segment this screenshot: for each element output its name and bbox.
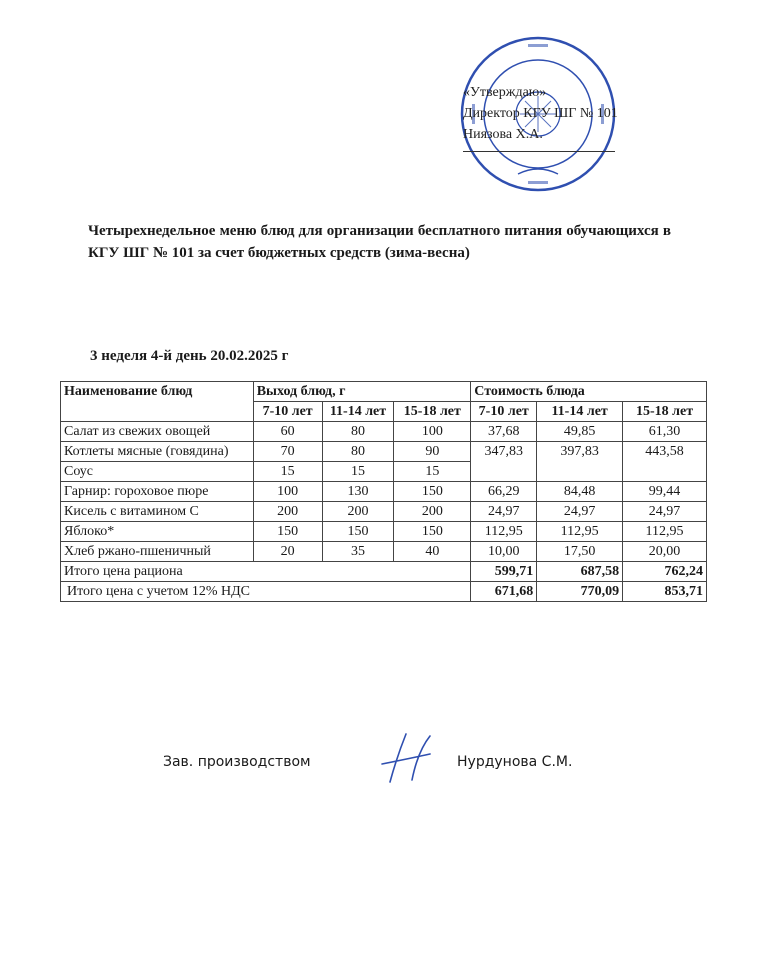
output-11-14: 80 [322, 422, 394, 442]
output-15-18: 40 [394, 542, 471, 562]
dish-name: Хлеб ржано-пшеничный [61, 542, 254, 562]
vat-total-11-14: 770,09 [537, 582, 623, 602]
header-cost-age-15-18: 15-18 лет [623, 402, 707, 422]
header-cost-age-11-14: 11-14 лет [537, 402, 623, 422]
header-age-15-18: 15-18 лет [394, 402, 471, 422]
output-7-10: 150 [253, 522, 322, 542]
approval-caption: «Утверждаю» [463, 85, 547, 100]
vat-total-label: Итого цена с учетом 12% НДС [61, 582, 471, 602]
cost-15-18: 443,58 [623, 442, 707, 482]
output-7-10: 100 [253, 482, 322, 502]
cost-7-10: 37,68 [471, 422, 537, 442]
footer-position: Зав. производством [163, 754, 311, 770]
cost-7-10: 24,97 [471, 502, 537, 522]
output-11-14: 80 [322, 442, 394, 462]
header-cost: Стоимость блюда [471, 382, 707, 402]
cost-15-18: 112,95 [623, 522, 707, 542]
cost-7-10: 347,83 [471, 442, 537, 482]
dish-name: Яблоко* [61, 522, 254, 542]
approval-signature-line [463, 151, 615, 152]
menu-day-subtitle: 3 неделя 4-й день 20.02.2025 г [90, 348, 289, 364]
menu-table [60, 381, 707, 602]
dish-name: Кисель с витамином С [61, 502, 254, 522]
cost-7-10: 10,00 [471, 542, 537, 562]
cost-11-14: 17,50 [537, 542, 623, 562]
cost-15-18: 61,30 [623, 422, 707, 442]
dish-name: Салат из свежих овощей [61, 422, 254, 442]
output-11-14: 150 [322, 522, 394, 542]
table-row [61, 542, 707, 562]
output-7-10: 70 [253, 442, 322, 462]
cost-15-18: 20,00 [623, 542, 707, 562]
cost-11-14: 84,48 [537, 482, 623, 502]
total-label: Итого цена рациона [61, 562, 471, 582]
cost-11-14: 112,95 [537, 522, 623, 542]
dish-name: Соус [61, 462, 254, 482]
table-row [61, 502, 707, 522]
output-7-10: 15 [253, 462, 322, 482]
cost-11-14: 49,85 [537, 422, 623, 442]
table-row [61, 522, 707, 542]
cost-15-18: 24,97 [623, 502, 707, 522]
dish-name: Гарнир: гороховое пюре [61, 482, 254, 502]
cost-11-14: 397,83 [537, 442, 623, 482]
header-cost-age-7-10: 7-10 лет [471, 402, 537, 422]
cost-15-18: 99,44 [623, 482, 707, 502]
cost-7-10: 66,29 [471, 482, 537, 502]
output-11-14: 35 [322, 542, 394, 562]
cost-11-14: 24,97 [537, 502, 623, 522]
vat-total-row [61, 582, 707, 602]
total-11-14: 687,58 [537, 562, 623, 582]
output-15-18: 150 [394, 522, 471, 542]
output-15-18: 200 [394, 502, 471, 522]
table-row [61, 442, 707, 462]
total-row [61, 562, 707, 582]
output-15-18: 90 [394, 442, 471, 462]
header-age-7-10: 7-10 лет [253, 402, 322, 422]
dish-name: Котлеты мясные (говядина) [61, 442, 254, 462]
header-age-11-14: 11-14 лет [322, 402, 394, 422]
table-row [61, 422, 707, 442]
total-15-18: 762,24 [623, 562, 707, 582]
vat-total-7-10: 671,68 [471, 582, 537, 602]
output-15-18: 100 [394, 422, 471, 442]
vat-total-15-18: 853,71 [623, 582, 707, 602]
output-15-18: 150 [394, 482, 471, 502]
approval-block [463, 82, 723, 152]
approval-name: Ниязова Х.А. [463, 127, 543, 142]
header-dish-name: Наименование блюд [61, 382, 254, 422]
approval-position: Директор КГУ ШГ № 101 [463, 106, 618, 121]
output-7-10: 20 [253, 542, 322, 562]
document-title: Четырехнедельное меню блюд для организации бесплатного питания обучающихся в КГУ ШГ № 101 за счет бюджетных средств (зима-весна) [88, 223, 671, 261]
total-7-10: 599,71 [471, 562, 537, 582]
cost-7-10: 112,95 [471, 522, 537, 542]
footer-name: Нурдунова С.М. [457, 754, 573, 770]
output-11-14: 15 [322, 462, 394, 482]
output-15-18: 15 [394, 462, 471, 482]
output-11-14: 200 [322, 502, 394, 522]
output-11-14: 130 [322, 482, 394, 502]
output-7-10: 60 [253, 422, 322, 442]
table-header-row [61, 382, 707, 402]
handwritten-signature [372, 730, 442, 790]
table-row [61, 482, 707, 502]
header-output: Выход блюд, г [253, 382, 471, 402]
output-7-10: 200 [253, 502, 322, 522]
